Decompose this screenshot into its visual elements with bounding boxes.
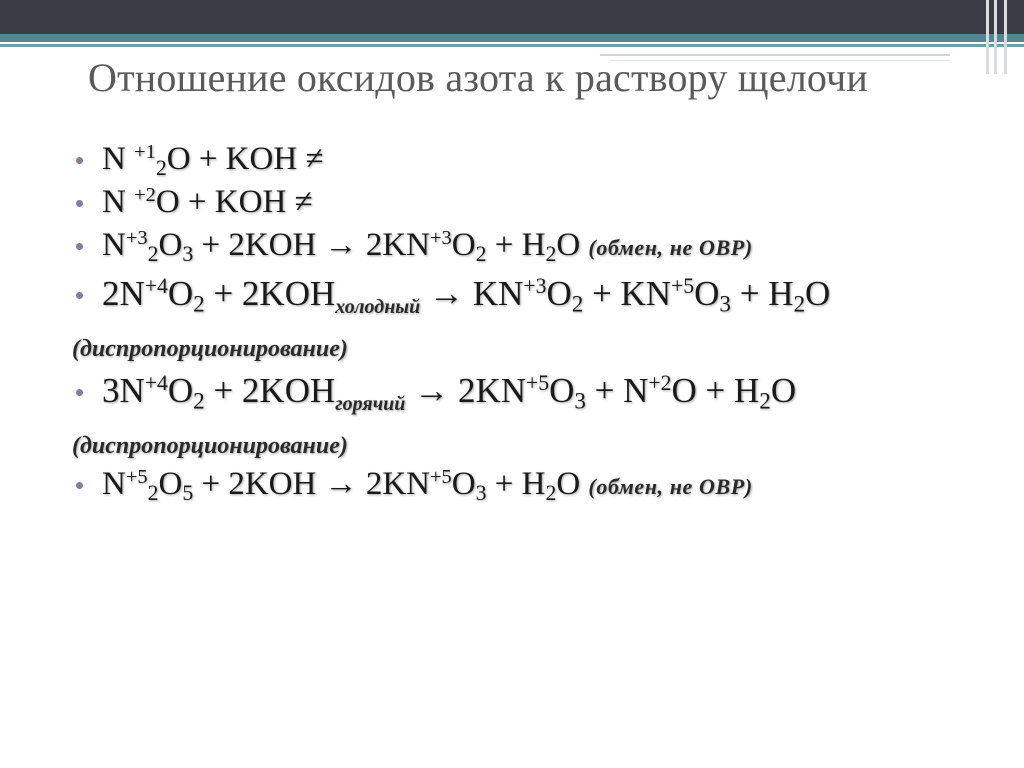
equation-fragment: 2 xyxy=(147,242,159,267)
corner-decoration xyxy=(980,0,1024,80)
equation-line xyxy=(70,269,1000,332)
equation-fragment: +1 xyxy=(134,140,156,163)
equation-fragment: O xyxy=(158,227,183,263)
equation-fragment: O xyxy=(451,466,476,502)
equation-line xyxy=(70,138,1000,181)
equation-fragment: + 2KOH → 2KN xyxy=(193,227,430,263)
equation-fragment: O xyxy=(158,466,183,502)
equation-fragment: + N xyxy=(585,371,649,410)
equation-fragment: 2 xyxy=(571,290,584,317)
equation-fragment: O + KOH ≠ xyxy=(155,184,313,220)
equation-fragment: + H xyxy=(486,227,546,263)
equation-fragment: + 2KOH xyxy=(204,274,336,313)
equation-fragment: O xyxy=(770,371,797,410)
equation-fragment: 2 xyxy=(545,242,557,267)
equation-fragment: O xyxy=(556,466,589,502)
equation-fragment: 3 xyxy=(574,387,586,414)
equation-fragment: O + H xyxy=(671,371,760,410)
condition-label: горячий xyxy=(335,393,406,415)
equation-line xyxy=(70,181,1000,224)
equation-fragment: 2 xyxy=(475,242,487,267)
equation-annotation xyxy=(70,429,1000,463)
equation-fragment: 3 xyxy=(182,242,194,267)
slide-title: Отношение оксидов азота к раствору щелочи xyxy=(88,55,868,100)
equation-fragment: + H xyxy=(730,274,794,313)
equation-fragment: + H xyxy=(486,466,546,502)
equation-fragment: N xyxy=(102,141,135,177)
equation-fragment: 2 xyxy=(545,481,557,506)
equation-fragment: (диспропорционирование) xyxy=(72,336,348,362)
equation-fragment: O xyxy=(549,371,575,410)
equation-fragment: 3N xyxy=(102,371,145,410)
equation-fragment: → KN xyxy=(420,274,524,313)
equation-fragment: +5 xyxy=(430,465,452,488)
equation-fragment: +3 xyxy=(125,226,148,249)
equation-fragment: + 2KOH → 2KN xyxy=(193,466,430,502)
equation-fragment: +4 xyxy=(144,371,168,396)
equation-fragment: +5 xyxy=(671,274,695,299)
equation-fragment: 2 xyxy=(759,387,771,414)
equation-fragment: → 2KN xyxy=(405,371,526,410)
equation-fragment: 5 xyxy=(182,481,194,506)
equation-fragment: +3 xyxy=(430,226,452,249)
equation-fragment: O + KOH ≠ xyxy=(166,141,324,177)
equation-fragment: O xyxy=(805,274,831,313)
equation-fragment: O xyxy=(546,274,572,313)
equation-fragment: (диспропорционирование) xyxy=(72,433,348,459)
reaction-note: (обмен, не ОВР) xyxy=(588,235,753,260)
equation-fragment: 2 xyxy=(193,387,205,414)
equation-fragment: O xyxy=(556,227,589,263)
equation-fragment: O xyxy=(167,274,194,313)
equation-fragment: 2N xyxy=(102,274,145,313)
header-accent-thin xyxy=(0,44,1024,47)
equation-fragment: N xyxy=(102,227,126,263)
equation-fragment: O xyxy=(694,274,720,313)
equation-line xyxy=(70,366,1000,429)
equation-fragment: + KN xyxy=(583,274,672,313)
equation-fragment: +3 xyxy=(523,274,547,299)
equation-fragment: 2 xyxy=(147,481,159,506)
header-accent-stripe xyxy=(0,34,1024,42)
equation-fragment: 2 xyxy=(793,290,806,317)
equation-fragment: 2 xyxy=(155,156,167,181)
equation-annotation xyxy=(70,332,1000,366)
equation-list xyxy=(70,138,1000,508)
equation-fragment: O xyxy=(167,371,194,410)
equation-line xyxy=(70,224,1000,269)
equation-fragment: N xyxy=(102,184,135,220)
equation-fragment: O xyxy=(451,227,476,263)
equation-fragment: 3 xyxy=(719,290,731,317)
equation-line xyxy=(70,463,1000,508)
equation-fragment: +4 xyxy=(144,274,168,299)
header-band xyxy=(0,0,1024,34)
equation-fragment: 3 xyxy=(475,481,487,506)
equation-fragment: +5 xyxy=(125,465,148,488)
equation-fragment: + 2KOH xyxy=(204,371,336,410)
equation-fragment: +5 xyxy=(526,371,550,396)
equation-fragment: +2 xyxy=(134,183,156,206)
equation-fragment: N xyxy=(102,466,126,502)
equation-fragment: 2 xyxy=(193,290,205,317)
equation-fragment: +2 xyxy=(648,371,672,396)
reaction-note: (обмен, не ОВР) xyxy=(588,474,753,499)
condition-label: холодный xyxy=(335,296,421,318)
